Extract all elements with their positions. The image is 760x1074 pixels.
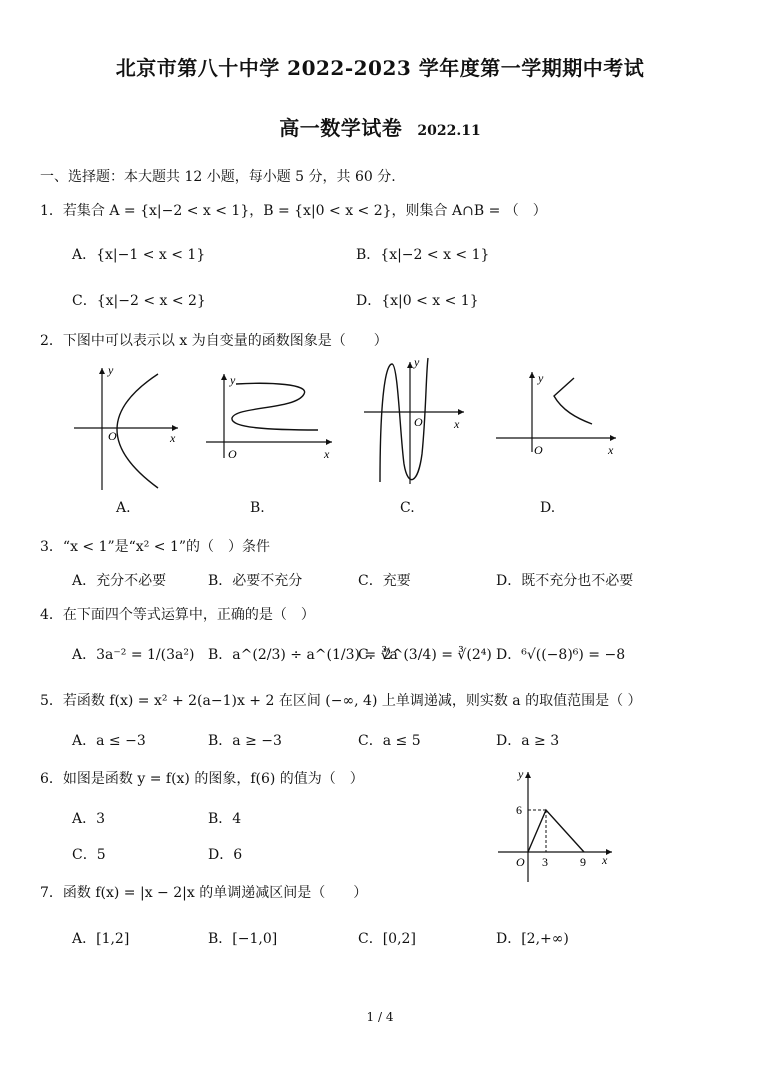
exam-date: 2022.11 <box>417 123 481 139</box>
question-6-option-d: D．6 <box>208 847 243 863</box>
graph-a-origin: O <box>108 429 117 443</box>
question-2-option-b: B. <box>250 500 265 516</box>
question-4-option-a: A．3a⁻² = 1/(3a²) <box>72 647 195 663</box>
graph-b-origin: O <box>228 447 237 461</box>
question-2-option-c: C. <box>400 500 415 516</box>
question-1-option-d: D．{x|0 < x < 1} <box>356 293 479 309</box>
exam-subtitle: 高一数学试卷 <box>279 116 403 140</box>
question-2-option-d: D. <box>540 500 556 516</box>
question-2-stem: 2．下图中可以表示以 x 为自变量的函数图象是（ ） <box>40 333 388 349</box>
q6-graph-x-label: x <box>602 853 608 867</box>
graph-a-y-label: y <box>108 363 114 377</box>
question-3-stem: 3．“x < 1”是“x² < 1”的（ ）条件 <box>40 539 271 555</box>
page-number: 1 / 4 <box>366 1010 394 1024</box>
question-2-graph-a <box>70 360 190 500</box>
exam-title: 北京市第八十中学 2022-2023 学年度第一学期期中考试 <box>115 56 645 80</box>
question-5-option-a: A．a ≤ −3 <box>72 733 146 749</box>
q6-graph-x-tick-9: 9 <box>580 855 586 869</box>
graph-a-x-label: x <box>170 431 176 445</box>
question-2-graph-b <box>200 366 340 466</box>
question-6-option-b: B．4 <box>208 811 242 827</box>
q6-graph-y-tick: 6 <box>516 803 522 817</box>
question-6-option-a: A．3 <box>72 811 106 827</box>
graph-b-y-label: y <box>230 373 236 387</box>
question-4-option-d: D．⁶√((−8)⁶) = −8 <box>496 647 626 663</box>
graph-d-y-label: y <box>538 371 544 385</box>
question-3-option-b: B．必要不充分 <box>208 573 303 589</box>
exam-subtitle-row <box>0 112 760 141</box>
question-5-option-b: B．a ≥ −3 <box>208 733 282 749</box>
question-7-option-d: D．[2,+∞) <box>496 931 569 947</box>
question-1-option-c: C．{x|−2 < x < 2} <box>72 293 206 309</box>
q6-graph-y-label: y <box>518 767 524 781</box>
question-5-option-c: C．a ≤ 5 <box>358 733 421 749</box>
question-7-stem: 7．函数 f(x) = |x − 2|x 的单调递减区间是（ ） <box>40 885 368 901</box>
question-7-option-b: B．[−1,0] <box>208 931 278 947</box>
question-3-option-d: D．既不充分也不必要 <box>496 573 634 589</box>
q6-graph-x-tick-3: 3 <box>542 855 548 869</box>
question-4-stem: 4．在下面四个等式运算中，正确的是（ ） <box>40 607 315 623</box>
question-7-option-c: C．[0,2] <box>358 931 416 947</box>
graph-c-x-label: x <box>454 417 460 431</box>
question-2-graph-d <box>492 366 622 466</box>
question-5-stem: 5．若函数 f(x) = x² + 2(a−1)x + 2 在区间 (−∞, 4) 上单调递减，则实数 a 的取值范围是（ ） <box>40 693 642 709</box>
question-6-graph <box>494 764 624 884</box>
question-6-stem: 6．如图是函数 y = f(x) 的图象，f(6) 的值为（ ） <box>40 771 364 787</box>
graph-c-origin: O <box>414 415 423 429</box>
question-5-option-d: D．a ≥ 3 <box>496 733 560 749</box>
graph-d-origin: O <box>534 443 543 457</box>
question-4-option-b: B．a^(2/3) ÷ a^(1/3) = ∛a <box>208 647 398 663</box>
question-1-option-b: B．{x|−2 < x < 1} <box>356 247 490 263</box>
question-7-option-a: A．[1,2] <box>72 931 130 947</box>
question-2-graph-c <box>360 354 470 488</box>
question-1-stem: 1．若集合 A = {x|−2 < x < 1}，B = {x|0 < x < 2}，则集合 A∩B = （ ） <box>40 203 547 219</box>
graph-b-x-label: x <box>324 447 330 461</box>
section-heading: 一、选择题：本大题共 12 小题，每小题 5 分，共 60 分. <box>40 169 396 185</box>
question-4-option-c: C．2^(3/4) = ∛(2⁴) <box>358 647 492 663</box>
question-2-option-a: A. <box>116 500 131 516</box>
question-1-option-a: A．{x|−1 < x < 1} <box>72 247 206 263</box>
question-3-option-c: C．充要 <box>358 573 411 589</box>
graph-c-y-label: y <box>414 355 420 369</box>
question-3-option-a: A．充分不必要 <box>72 573 167 589</box>
q6-graph-origin: O <box>516 855 525 869</box>
question-6-option-c: C．5 <box>72 847 106 863</box>
graph-d-x-label: x <box>608 443 614 457</box>
